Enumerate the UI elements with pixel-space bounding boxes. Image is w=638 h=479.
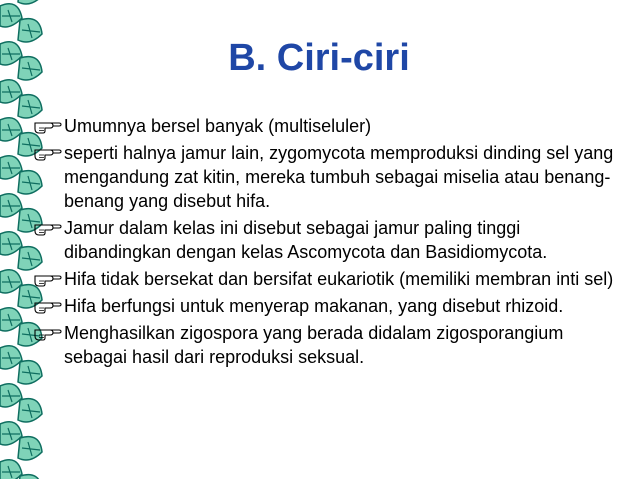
- bullet-text: Menghasilkan zigospora yang berada didalam zigosporangium sebagai hasil dari reproduksi seksual.: [64, 323, 564, 367]
- leaf-shape: [0, 80, 42, 118]
- bullet-text: Hifa berfungsi untuk menyerap makanan, yang disebut rhizoid.: [64, 296, 564, 316]
- pointing-hand-icon: [34, 325, 62, 341]
- bullet-item: [24, 114, 614, 138]
- bullet-text: Hifa tidak bersekat dan bersifat eukariotik (memiliki membran inti sel): [64, 269, 614, 289]
- bullet-item: [24, 294, 614, 318]
- pointing-hand-icon: [34, 220, 62, 236]
- leaf-shape: [0, 384, 42, 422]
- slide-title: B. Ciri-ciri: [228, 37, 410, 79]
- bullet-text: Jamur dalam kelas ini disebut sebagai jamur paling tinggi dibandingkan dengan kelas Ascomycota dan Basidiomycota.: [64, 218, 548, 262]
- leaf-shape: [0, 422, 42, 460]
- bullet-text: seperti halnya jamur lain, zygomycota memproduksi dinding sel yang mengandung zat kitin, mereka tumbuh sebagai miselia atau benang-benang yang disebut hifa.: [64, 143, 614, 211]
- leaf-shape: [0, 4, 42, 42]
- bullet-text: Umumnya bersel banyak (multiseluler): [64, 116, 372, 136]
- pointing-hand-icon: [34, 271, 62, 287]
- bullet-item: [24, 216, 614, 264]
- leaf-shape: [0, 460, 42, 479]
- pointing-hand-icon: [34, 145, 62, 161]
- bullet-item: [24, 267, 614, 291]
- pointing-hand-icon: [34, 298, 62, 314]
- bullet-list: [24, 114, 614, 372]
- bullet-item: [24, 141, 614, 213]
- bullet-item: [24, 321, 614, 369]
- pointing-hand-icon: [34, 118, 62, 134]
